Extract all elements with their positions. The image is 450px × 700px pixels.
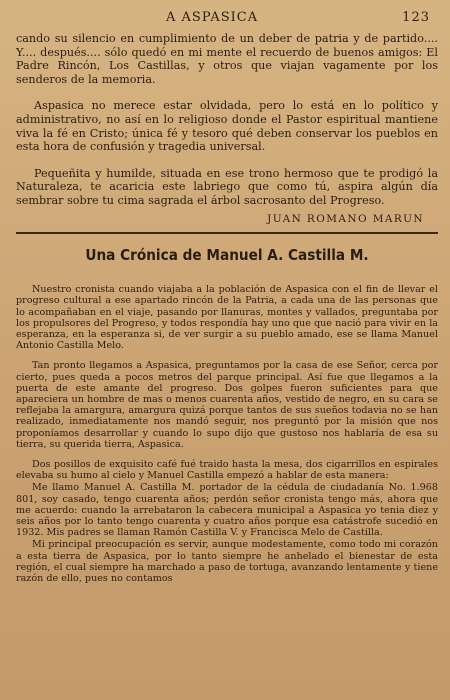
paragraph: Tan pronto llegamos a Aspasica, preguntamos por la casa de ese Señor, cerca por cierto, pues queda a pocos metros del parque principal. Así fue que llegamos a la puerta de este amante del progreso. Dos golpes fueron suficientes para que apareciera un hombre de mas o menos cuarenta años, vestido de negro, en su cara se reflejaba la amargura, amargura quizá porque tantos de sus sueños todavia no se han realizado, inmediatamente nos mandó seguir, nos preguntó por la misión que nos proponíamos desarrollar y cuando lo supo dijo que gustoso nos hablaría de esa su tierra, su querida tierra, Aspasica. [16,360,438,450]
author-signature: JUAN ROMANO MARUN [267,212,424,225]
paragraph: Nuestro cronista cuando viajaba a la población de Aspasica con el fin de llevar el progreso cultural a ese apartado rincón de la Patria, a cada una de las personas que lo acompañaban en el viaje, pasando por llanuras, montes y vallados, preguntaba por los propulsores del Progreso, y todos respondía hay uno que que nació para vivir en la esperanza, en la esperanza si, de ver surgir a su pueblo amado, ese se llama Manuel Antonio Castilla Melo. [16,284,438,352]
paragraph: Dos posillos de exquisito café fué traido hasta la mesa, dos cigarrillos en espirales elevaba su humo al cielo y Manuel Castilla empezó a hablar de esta manera: [16,458,438,482]
running-header [16,10,438,32]
chronicle-article [16,284,438,584]
page-number: 123 [402,10,430,25]
article-title: Una Crónica de Manuel A. Castilla M. [85,246,369,265]
paragraph: cando su silencio en cumplimiento de un deber de patria y de partido.... Y.... después.... sólo quedó en mi mente el recuerdo de buenos amigos: El Padre Rincón, Los Castillas, y otros que viajan vagamente por los senderos de la memoria. [16,32,438,86]
closing-article [16,32,438,226]
paragraph: Aspasica no merece estar olvidada, pero lo está en lo político y administrativo, no así en lo religioso donde el Pastor espiritual mantiene viva la fé en Cristo; única fé y tesoro qué deben conservar los pueblos en esta hora de confusión y tragedia universal. [16,99,438,154]
paragraph: Mi principal preocupación es servir, aunque modestamente, como todo mi corazón a esta tierra de Aspasica, por lo tanto siempre he anhelado el bienestar de esta región, el cual siempre ha marchado a paso de tortuga, avanzando lentamente y tiene razón de ello, pues no contamos [16,539,438,584]
section-divider [16,232,438,234]
running-title: A ASPASICA [166,10,259,25]
paragraph: Pequeñita y humilde, situada en ese trono hermoso que te prodigó la Naturaleza, te acaricia este labriego que como tú, aspira algún día sembrar sobre tu cima sagrada el árbol sacrosanto del Progreso. [16,166,438,207]
paragraph: Me llamo Manuel A. Castilla M. portador de la cédula de ciudadanía No. 1.968 801, soy casado, tengo cuarenta años; perdón señor cronista tengo más, ahora que me acuerdo: cuando la arrebataron la cabecera municipal a Aspasica yo tenia diez y seis años por lo tanto tengo cuarenta y cuatro años porque esa catástrofe sucedió en 1932. Mis padres se llaman Ramón Castilla V. y Francisca Melo de Castilla. [16,482,438,539]
